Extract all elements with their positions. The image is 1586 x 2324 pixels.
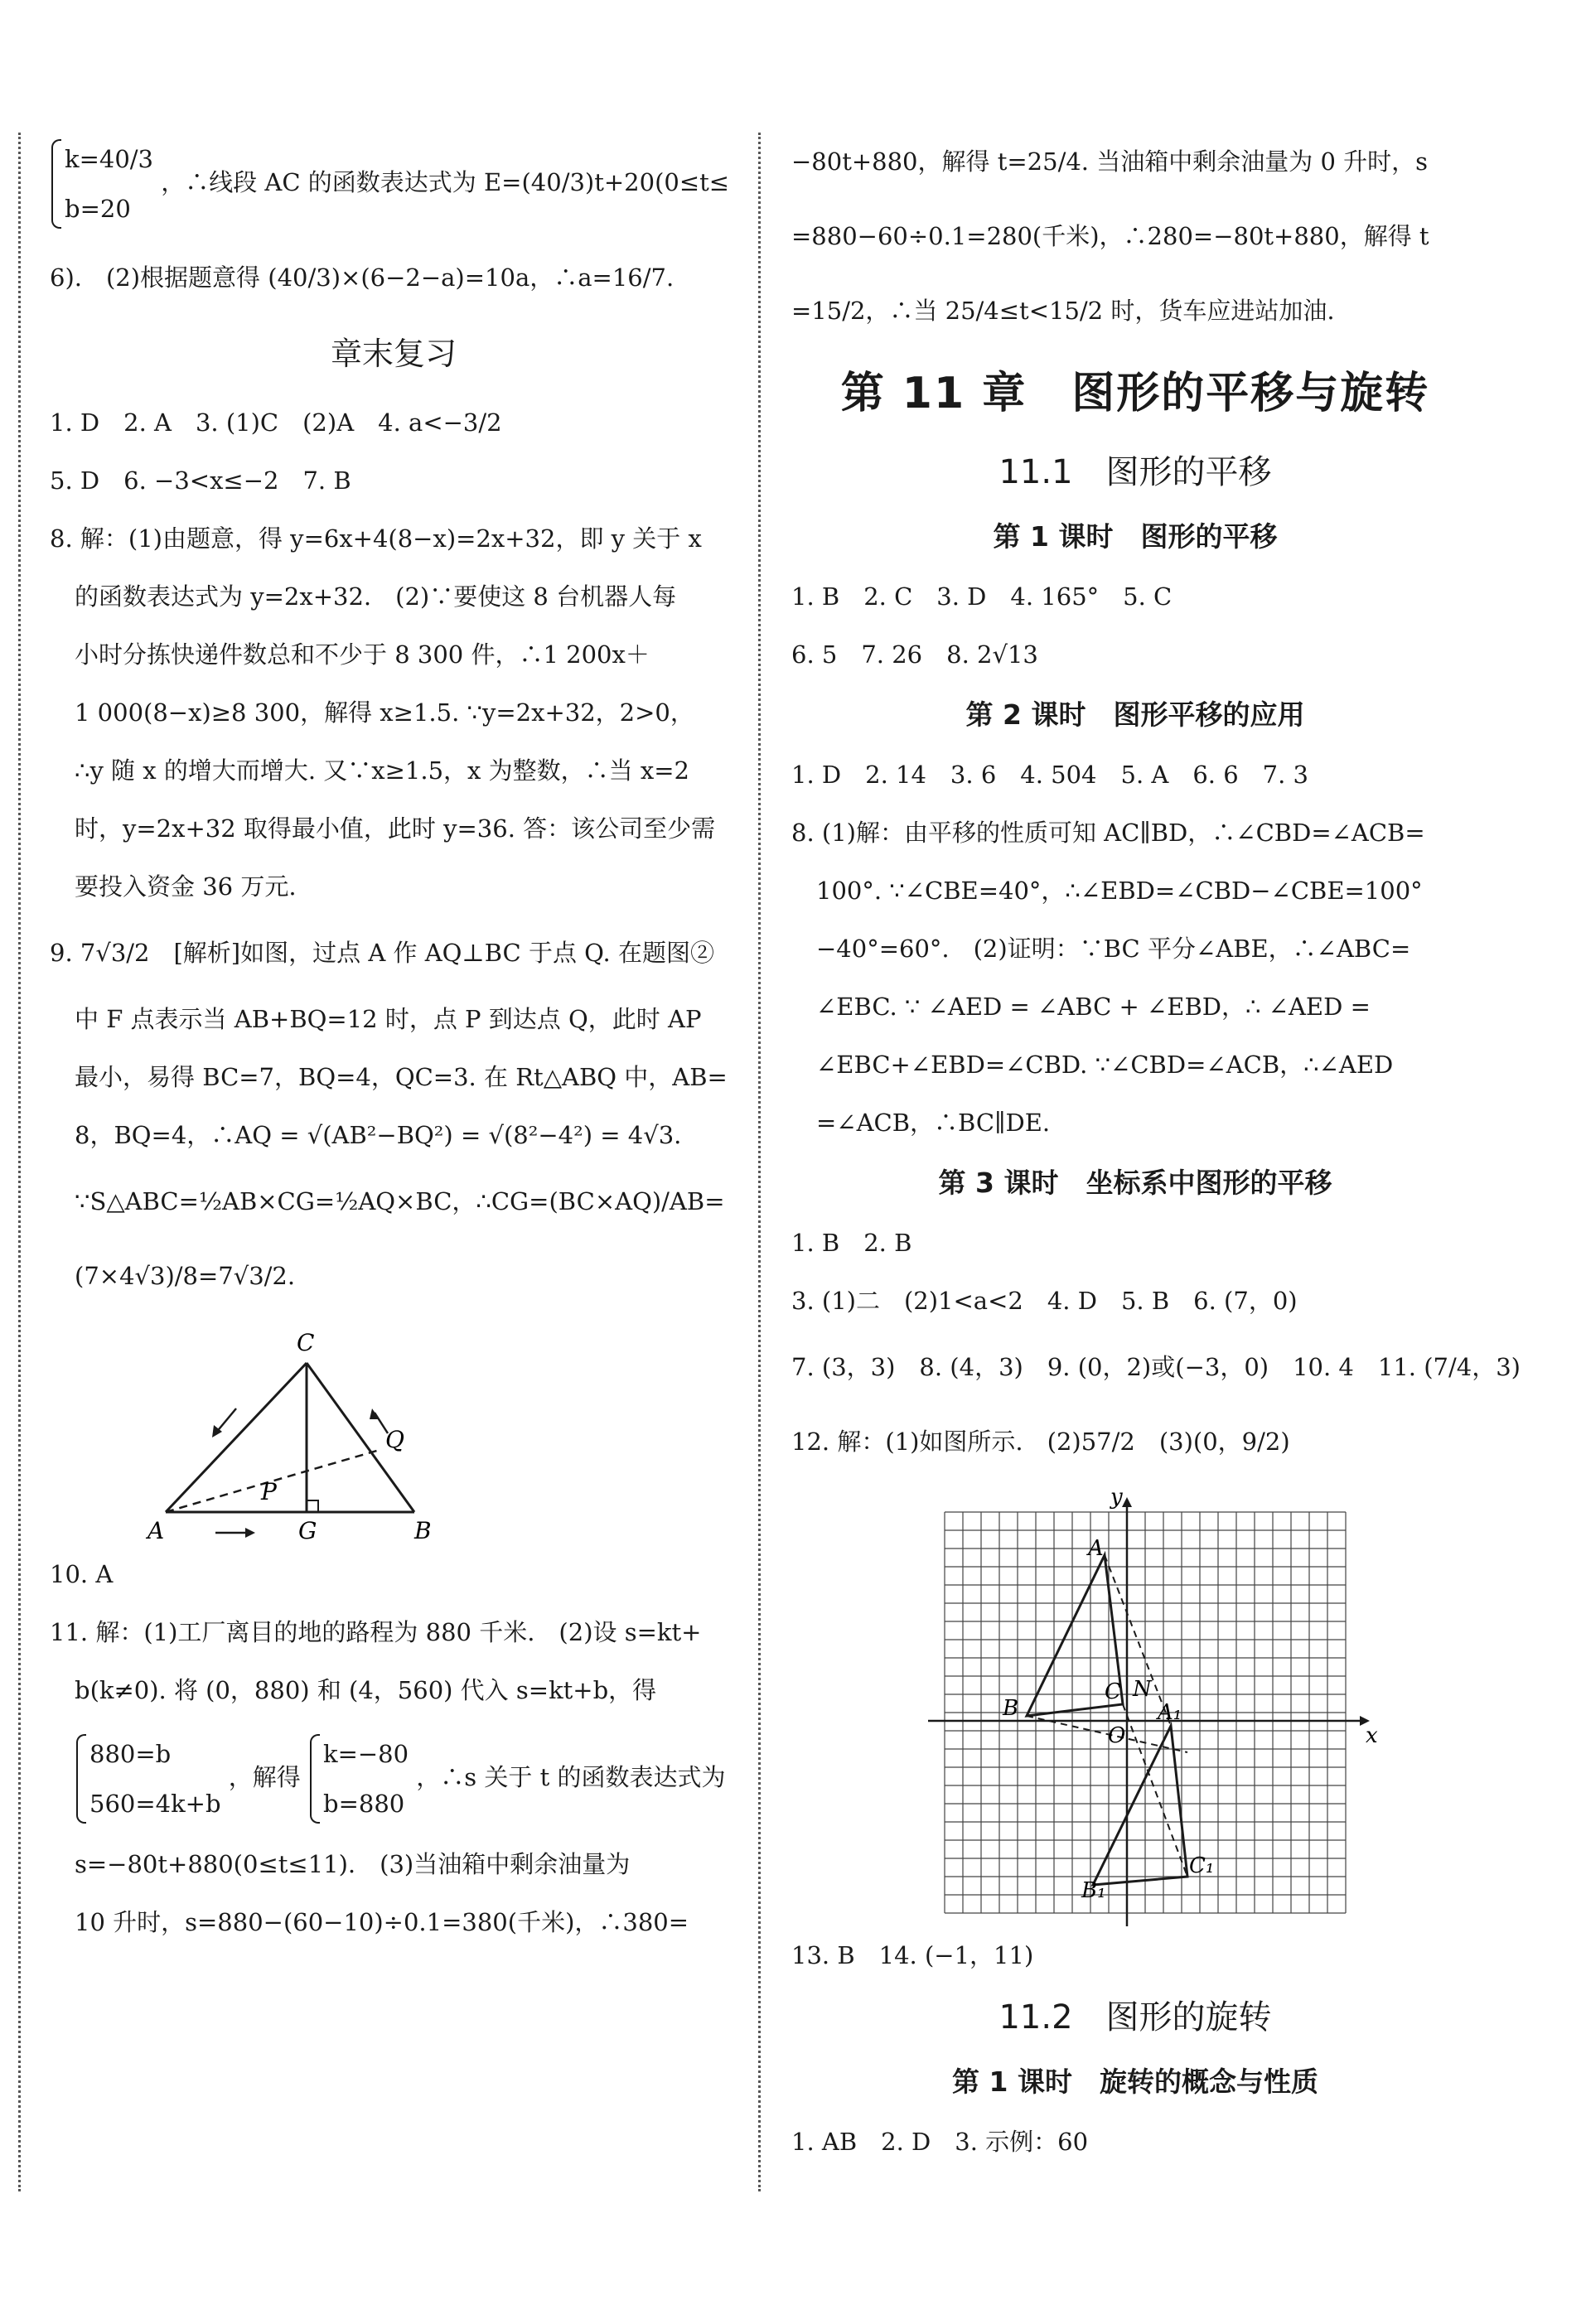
answer-line: =∠ACB，∴BC∥DE. <box>816 1109 1051 1137</box>
label-a: A <box>1088 1536 1104 1561</box>
answer-line: 8，BQ=4，∴AQ = √(AB²−BQ²) = √(8²−4²) = 4√3. <box>75 1121 682 1149</box>
answer-line: 8. 解：(1)由题意，得 y=6x+4(8−x)=2x+32，即 y 关于 x <box>50 524 702 553</box>
answer-line: 时，y=2x+32 取得最小值，此时 y=36. 答：该公司至少需 <box>75 814 716 843</box>
arrow-right-head <box>370 1408 380 1419</box>
left-column <box>50 124 737 1951</box>
text-line: ，∴线段 AC 的函数表达式为 E=(40/3)t+20(0≤t≤ <box>161 168 730 196</box>
section-title: 章末复习 <box>330 336 457 372</box>
label-b: B <box>414 1517 432 1544</box>
lesson-title: 第 2 课时 图形平移的应用 <box>965 698 1305 731</box>
answer-line: 10 升时，s=880−(60−10)÷0.1=380(千米)，∴380= <box>75 1908 689 1936</box>
right-angle-mark <box>307 1500 318 1512</box>
lesson-title: 第 1 课时 旋转的概念与性质 <box>952 2066 1318 2098</box>
coordinate-grid-figure <box>791 1479 1479 1926</box>
answer-line: 1. B 2. B <box>791 1229 912 1257</box>
label-a: A <box>147 1517 165 1544</box>
answer-line: (7×4√3)/8=7√3/2. <box>75 1262 296 1290</box>
text-fragment: ，解得 <box>228 1763 301 1791</box>
label-o: O <box>1108 1723 1126 1748</box>
answer-line: 13. B 14. (−1，11) <box>791 1941 1034 1969</box>
answer-line: 要投入资金 36 万元. <box>75 872 297 901</box>
column-divider <box>758 133 761 2191</box>
answer-line: −80t+880，解得 t=25/4. 当油箱中剩余油量为 0 升时，s <box>791 147 1429 176</box>
right-column <box>791 124 1521 2171</box>
answer-line: 3. (1)二 (2)1<a<2 4. D 5. B 6. (7，0) <box>791 1287 1298 1315</box>
answer-line: ∠EBC. ∵ ∠AED = ∠ABC + ∠EBD，∴ ∠AED = <box>816 993 1371 1021</box>
answer-line: 12. 解：(1)如图所示. (2)57/2 (3)(0，9/2) <box>791 1428 1290 1456</box>
answer-line: s=−80t+880(0≤t≤11). (3)当油箱中剩余油量为 <box>75 1850 631 1878</box>
dashed-bp <box>273 1489 414 1512</box>
system-row: 560=4k+b <box>89 1790 221 1818</box>
answer-line: 9. 7√3/2 [解析]如图，过点 A 作 AQ⊥BC 于点 Q. 在题图② <box>50 939 714 967</box>
answer-line: 1 000(8−x)≥8 300，解得 x≥1.5. ∵y=2x+32，2>0， <box>75 698 694 727</box>
triangle-figure <box>50 1313 737 1545</box>
answer-line: 7. (3，3) 8. (4，3) 9. (0，2)或(−3，0) 10. 4 11. (7/4，3) <box>791 1353 1521 1381</box>
system-row: k=40/3 <box>65 145 153 173</box>
answer-line: 8. (1)解：由平移的性质可知 AC∥BD，∴∠CBD=∠ACB= <box>791 819 1425 847</box>
side-ac <box>166 1363 307 1512</box>
section-title: 11.2 图形的旋转 <box>999 1998 1272 2037</box>
lesson-title: 第 1 课时 图形的平移 <box>993 520 1278 553</box>
section-title: 11.1 图形的平移 <box>999 453 1272 491</box>
label-g: G <box>298 1517 317 1544</box>
answer-line: ∴y 随 x 的增大而增大. 又∵x≥1.5，x 为整数，∴当 x=2 <box>75 756 689 785</box>
system-row: 880=b <box>89 1740 172 1768</box>
label-c: C <box>297 1329 315 1356</box>
system-line <box>50 124 737 240</box>
answer-line: b(k≠0). 将 (0，880) 和 (4，560) 代入 s=kt+b，得 <box>75 1676 657 1704</box>
answer-line: 1. D 2. A 3. (1)C (2)A 4. a<−3/2 <box>50 408 502 437</box>
chapter-title: 第 11 章 图形的平移与旋转 <box>840 369 1430 418</box>
answer-line: 10. A <box>50 1560 114 1588</box>
answer-line: −40°=60°. (2)证明：∵BC 平分∠ABE，∴∠ABC= <box>816 935 1411 963</box>
system-row: k=−80 <box>323 1740 409 1768</box>
answer-line: ∠EBC+∠EBD=∠CBD. ∵∠CBD=∠ACB，∴∠AED <box>816 1051 1394 1079</box>
label-q: Q <box>385 1426 404 1453</box>
label-b1: B₁ <box>1081 1878 1106 1903</box>
label-a1: A₁ <box>1158 1700 1182 1725</box>
answer-line: =15/2，∴当 25/4≤t<15/2 时，货车应进站加油. <box>791 297 1335 325</box>
answer-line: 1. AB 2. D 3. 示例：60 <box>791 2128 1089 2156</box>
label-b: B <box>1003 1696 1019 1721</box>
text-fragment: ，∴s 关于 t 的函数表达式为 <box>416 1763 726 1791</box>
answer-line: 1. D 2. 14 3. 6 4. 504 5. A 6. 6 7. 3 <box>791 761 1309 789</box>
label-n: N <box>1133 1677 1152 1702</box>
system-line <box>50 1719 737 1835</box>
answer-line: ∵S△ABC=½AB×CG=½AQ×BC，∴CG=(BC×AQ)/AB= <box>75 1187 725 1215</box>
system-row: b=880 <box>323 1790 405 1818</box>
answer-line: 小时分拣快递件数总和不少于 8 300 件，∴1 200x＋ <box>75 640 650 669</box>
answer-line: 中 F 点表示当 AB+BQ=12 时，点 P 到达点 Q，此时 AP <box>75 1005 702 1033</box>
y-axis-arrow <box>1122 1497 1132 1507</box>
answer-line: 11. 解：(1)工厂离目的地的路程为 880 千米. (2)设 s=kt+ <box>50 1618 702 1646</box>
lesson-title: 第 3 课时 坐标系中图形的平移 <box>938 1167 1332 1199</box>
equation-system <box>50 134 153 234</box>
left-margin-border <box>18 133 21 2191</box>
system-row: b=20 <box>65 195 131 223</box>
answer-line: =880−60÷0.1=280(千米)，∴280=−80t+880，解得 t <box>791 222 1429 250</box>
arrow-bottom-head <box>245 1528 255 1538</box>
label-c: C <box>1105 1679 1121 1704</box>
label-c1: C₁ <box>1189 1853 1215 1878</box>
answer-line: 100°. ∵∠CBE=40°，∴∠EBD=∠CBD−∠CBE=100° <box>816 877 1423 905</box>
answer-line: 6. 5 7. 26 8. 2√13 <box>791 640 1038 669</box>
label-y: y <box>1110 1485 1123 1510</box>
answer-line: 1. B 2. C 3. D 4. 165° 5. C <box>791 582 1173 611</box>
equation-system <box>308 1729 409 1829</box>
answer-line: 的函数表达式为 y=2x+32. (2)∵要使这 8 台机器人每 <box>75 582 677 611</box>
text-line: 6). (2)根据题意得 (40/3)×(6−2−a)=10a，∴a=16/7. <box>50 263 675 292</box>
label-x: x <box>1366 1723 1378 1748</box>
answer-line: 最小，易得 BC=7，BQ=4，QC=3. 在 Rt△ABQ 中，AB= <box>75 1063 728 1091</box>
answer-line: 5. D 6. −3<x≤−2 7. B <box>50 466 351 495</box>
equation-system <box>75 1729 221 1829</box>
label-p: P <box>261 1478 277 1505</box>
